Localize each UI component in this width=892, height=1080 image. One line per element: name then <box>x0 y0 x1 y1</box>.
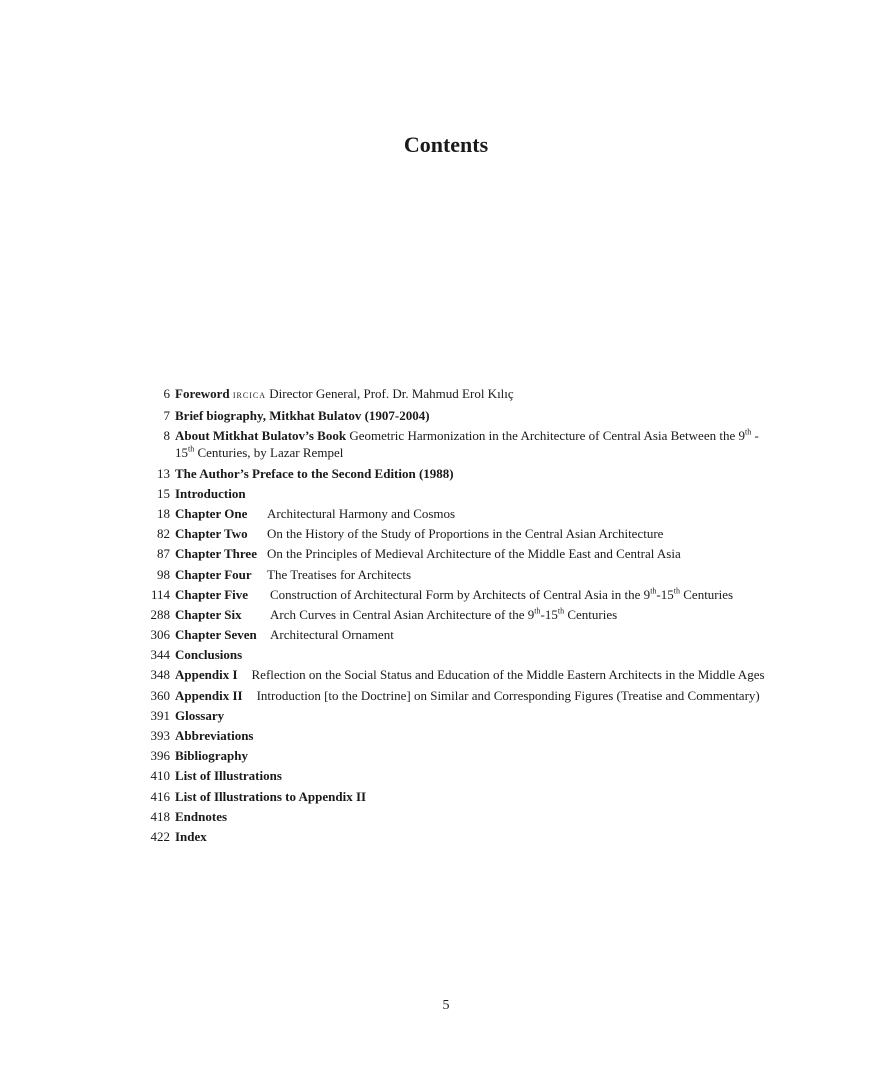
page-number: 5 <box>442 998 450 1013</box>
toc-entry-introduction[interactable] <box>138 485 778 502</box>
toc-description: Architectural Harmony and Cosmos <box>267 505 456 521</box>
toc-description: Centuries <box>564 606 618 622</box>
toc-entry-text <box>175 666 778 683</box>
toc-page-number: 344 <box>150 647 170 663</box>
toc-entry-text <box>175 687 778 704</box>
toc-label: Appendix II <box>175 687 243 703</box>
toc-page-number: 396 <box>150 748 170 764</box>
toc-label: Chapter One <box>175 505 248 521</box>
toc-description: - <box>751 428 759 444</box>
toc-entry-text <box>175 525 778 542</box>
toc-page-number: 418 <box>150 808 170 824</box>
toc-entry-text <box>175 747 778 764</box>
toc-label: Index <box>175 828 207 844</box>
table-of-contents <box>138 385 778 848</box>
toc-page-number: 18 <box>157 505 170 521</box>
toc-label: Chapter Seven <box>175 627 257 643</box>
toc-entry-endnotes[interactable] <box>138 808 778 825</box>
toc-page-number: 98 <box>157 566 170 582</box>
toc-label: List of Illustrations to Appendix II <box>175 788 367 804</box>
toc-entry-text <box>175 767 778 784</box>
superscript: th <box>557 606 565 616</box>
toc-entry-text <box>175 545 778 562</box>
toc-entry-text <box>175 707 778 724</box>
toc-page-number: 13 <box>157 465 170 481</box>
toc-description: Introduction [to the Doctrine] on Similar and Corresponding Figures (Treatise and Commentary) <box>256 687 760 703</box>
toc-page-number: 82 <box>157 526 170 542</box>
toc-entry-text <box>175 465 778 482</box>
toc-page-number: 8 <box>163 428 170 444</box>
toc-page-number: 348 <box>150 667 170 683</box>
toc-label: Chapter Two <box>175 526 248 542</box>
toc-label: Glossary <box>175 707 225 723</box>
toc-entry-foreword[interactable] <box>138 385 778 404</box>
toc-entry-list-of-illustrations[interactable] <box>138 767 778 784</box>
toc-entry-bibliography[interactable] <box>138 747 778 764</box>
toc-description: Centuries <box>680 586 734 602</box>
toc-page-number: 7 <box>163 408 170 424</box>
toc-description: On the History of the Study of Proportions in the Central Asian Architecture <box>267 526 664 542</box>
toc-entry-text <box>175 385 778 404</box>
toc-entry-chapter-six[interactable] <box>138 606 778 623</box>
toc-page-number: 306 <box>150 627 170 643</box>
toc-description: The Treatises for Architects <box>267 566 412 582</box>
toc-entry-about-book[interactable] <box>138 427 778 461</box>
toc-entry-chapter-two[interactable] <box>138 525 778 542</box>
toc-description: Reflection on the Social Status and Education of the Middle Eastern Architects in the Middle Ages <box>251 667 765 683</box>
toc-description: -15 <box>656 586 674 602</box>
toc-entry-chapter-four[interactable] <box>138 566 778 583</box>
superscript: th <box>188 445 195 455</box>
toc-entry-biography[interactable] <box>138 407 778 424</box>
toc-entry-index[interactable] <box>138 828 778 845</box>
toc-label: List of Illustrations <box>175 768 282 784</box>
org-name: ircica <box>232 389 267 401</box>
toc-page-number: 114 <box>150 586 170 602</box>
toc-label: Chapter Four <box>175 566 252 582</box>
toc-description: Geometric Harmonization in the Architecture of Central Asia Between the 9 <box>349 428 745 444</box>
toc-entry-chapter-seven[interactable] <box>138 626 778 643</box>
toc-description: 15 <box>175 445 188 461</box>
toc-page-number: 87 <box>157 546 170 562</box>
toc-entry-text <box>175 606 778 623</box>
toc-description: Architectural Ornament <box>270 627 394 643</box>
toc-entry-appendix-two[interactable] <box>138 687 778 704</box>
toc-entry-appendix-one[interactable] <box>138 666 778 683</box>
superscript: th <box>534 606 541 616</box>
toc-label: The Author’s Preface to the Second Edition (1988) <box>175 465 454 481</box>
toc-page-number: 410 <box>150 768 170 784</box>
toc-entry-text <box>175 407 778 424</box>
toc-entry-text <box>175 427 778 461</box>
toc-description: Centuries, by Lazar Rempel <box>194 445 344 461</box>
superscript: th <box>673 586 680 596</box>
toc-label: About Mitkhat Bulatov’s Book <box>175 428 347 444</box>
toc-label: Introduction <box>175 485 246 501</box>
toc-entry-text <box>175 646 778 663</box>
toc-label: Appendix I <box>175 667 238 683</box>
toc-description: On the Principles of Medieval Architecture of the Middle East and Central Asia <box>267 546 681 562</box>
toc-entry-abbreviations[interactable] <box>138 727 778 744</box>
toc-label: Conclusions <box>175 647 243 663</box>
toc-label: Chapter Six <box>175 606 242 622</box>
toc-entry-conclusions[interactable] <box>138 646 778 663</box>
toc-description: -15 <box>540 606 558 622</box>
toc-entry-text <box>175 626 778 643</box>
page-title: Contents <box>403 132 489 157</box>
toc-description: Arch Curves in Central Asian Architecture of the 9 <box>270 606 535 622</box>
toc-page-number: 288 <box>150 606 170 622</box>
toc-entry-chapter-five[interactable] <box>138 586 778 603</box>
toc-page-number: 393 <box>150 728 170 743</box>
toc-description: Director General, Prof. Dr. Mahmud Erol Kılıç <box>269 386 514 401</box>
toc-entry-text <box>175 808 778 825</box>
toc-label: Abbreviations <box>175 728 254 743</box>
toc-page-number: 416 <box>150 788 170 804</box>
toc-page-number: 391 <box>150 707 170 723</box>
toc-label: Chapter Five <box>175 586 249 602</box>
toc-entry-text <box>175 828 778 845</box>
superscript: th <box>650 586 657 596</box>
toc-label: Bibliography <box>175 748 248 764</box>
toc-page-number: 15 <box>157 485 170 501</box>
toc-label: Endnotes <box>175 808 228 824</box>
toc-label: Brief biography, Mitkhat Bulatov (1907-2004) <box>175 408 430 424</box>
toc-label: Chapter Three <box>175 546 257 562</box>
toc-page-number: 422 <box>150 828 170 844</box>
toc-page-number: 6 <box>163 386 170 401</box>
toc-label: Foreword <box>175 386 230 401</box>
toc-entry-text <box>175 788 778 805</box>
toc-entry-preface[interactable] <box>138 465 778 482</box>
toc-entry-text <box>175 566 778 583</box>
superscript: th <box>744 428 752 438</box>
toc-entry-text <box>175 485 778 502</box>
toc-entry-text <box>175 727 778 744</box>
toc-entry-chapter-three[interactable] <box>138 545 778 562</box>
toc-entry-text <box>175 586 778 603</box>
toc-page-number: 360 <box>150 687 170 703</box>
toc-entry-text <box>175 505 778 522</box>
toc-entry-list-of-illustrations-appendix[interactable] <box>138 788 778 805</box>
toc-entry-chapter-one[interactable] <box>138 505 778 522</box>
toc-description: Construction of Architectural Form by Architects of Central Asia in the 9 <box>270 586 651 602</box>
toc-entry-glossary[interactable] <box>138 707 778 724</box>
